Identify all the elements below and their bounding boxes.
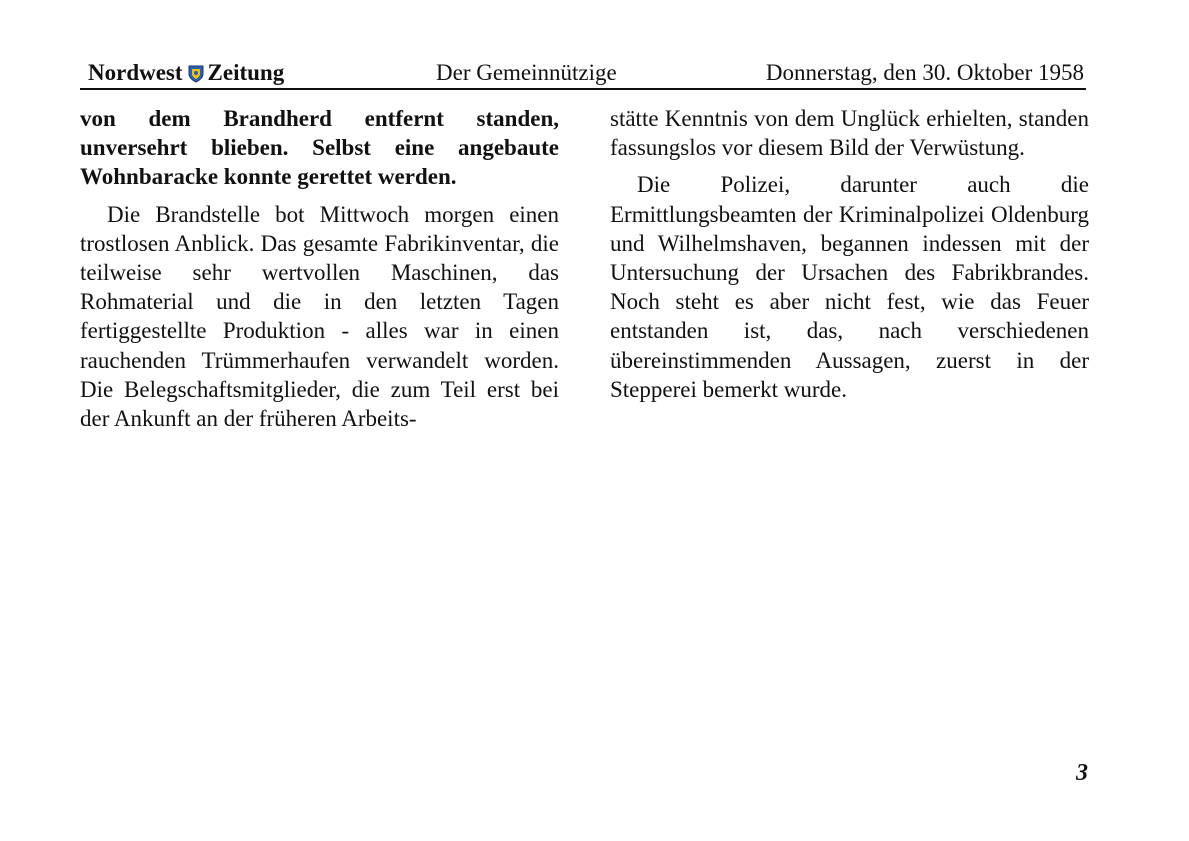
- page-number: 3: [1076, 760, 1088, 786]
- article-lead: von dem Brandherd entfernt standen, unversehrt blieben. Selbst eine angebaute Wohnbaracke konnte gerettet werden.: [80, 106, 559, 190]
- newspaper-masthead: [88, 60, 284, 86]
- article-column-left: [80, 104, 559, 433]
- coat-of-arms-icon: [188, 65, 204, 83]
- article-paragraph-1-continued: stätte Kenntnis von dem Unglück erhielten, standen fassungslos vor diesem Bild der Verwüstung.: [610, 106, 1089, 161]
- article-paragraph-1: Die Brandstelle bot Mittwoch morgen einen trostlosen Anblick. Das gesamte Fabrikinventar, die teilweise sehr wertvollen Maschinen, das Rohmaterial und die in den letzten Tagen fertiggestellte Produktion - alles war in einen rauchenden Trümmerhaufen verwandelt worden. Die Belegschaftsmitglieder, die zum Teil erst bei der Ankunft an der früheren Arbeits-: [80, 201, 559, 432]
- issue-date: Donnerstag, den 30. Oktober 1958: [765, 60, 1084, 85]
- article-column-right: [610, 104, 1089, 404]
- page-header: [80, 58, 1086, 90]
- masthead-zeitung: Zeitung: [207, 60, 285, 85]
- section-title: Der Gemeinnützige: [436, 60, 617, 85]
- masthead-nordwest: Nordwest: [88, 60, 183, 85]
- article-paragraph-2: Die Polizei, darunter auch die Ermittlungsbeamten der Kriminalpolizei Oldenburg und Wilhelmshaven, begannen indessen mit der Untersuchung der Ursachen des Fabrikbrandes. Noch steht es aber nicht fest, wie das Feuer entstanden ist, das, nach verschiedenen übereinstimmenden Aussagen, zuerst in der Stepperei bemerkt wurde.: [610, 172, 1089, 402]
